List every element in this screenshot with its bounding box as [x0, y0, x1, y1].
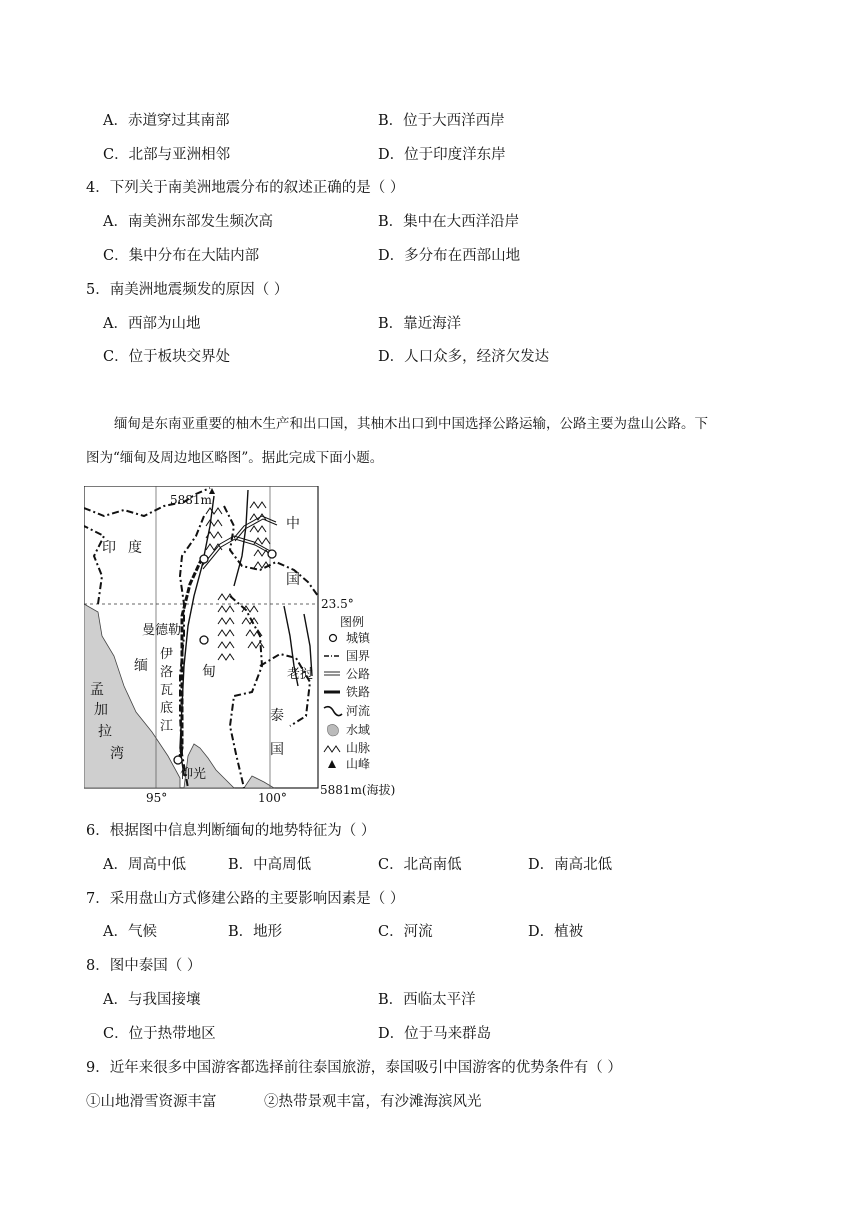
label-lon-100: 100° [258, 791, 287, 805]
legend-town: 城镇 [346, 631, 371, 645]
label-irrawaddy-4: 底 [160, 701, 174, 716]
label-irrawaddy-3: 瓦 [160, 683, 174, 698]
legend-peak: 山峰 [346, 757, 371, 771]
label-yangon: 仰光 [180, 767, 207, 782]
q5-option-d: D．人口众多，经济欠发达 [378, 349, 550, 365]
intro-line-2: 图为“缅甸及周边地区略图”。据此完成下面小题。 [86, 450, 384, 466]
q8-option-c: C．位于热带地区 [103, 1026, 216, 1042]
label-myanmar-1: 缅 [134, 658, 148, 674]
q3-option-c: C．北部与亚洲相邻 [103, 147, 231, 163]
q4-stem: 4．下列关于南美洲地震分布的叙述正确的是（ ） [86, 180, 405, 196]
q8-option-b: B．西临太平洋 [378, 992, 476, 1008]
label-irrawaddy-5: 江 [160, 719, 174, 734]
label-india-2: 度 [128, 540, 142, 556]
legend-river: 河流 [346, 704, 371, 718]
label-bay-2: 加 [94, 702, 108, 718]
q8-option-d: D．位于马来群岛 [378, 1026, 492, 1042]
label-china-2: 国 [286, 572, 300, 588]
legend-border: 国界 [346, 649, 371, 663]
q6-option-b: B．中高周低 [228, 857, 312, 873]
q4-option-b: B．集中在大西洋沿岸 [378, 214, 520, 230]
legend-water-icon [328, 724, 339, 736]
peak-top-label: 5881m [170, 493, 212, 507]
label-thailand-2: 国 [270, 742, 284, 758]
myanmar-region-map [84, 486, 404, 806]
q8-stem: 8．图中泰国（ ） [86, 958, 202, 974]
legend-mountain-icon [324, 746, 340, 752]
label-laos: 老挝 [287, 667, 314, 682]
label-bay-1: 孟 [90, 682, 104, 698]
label-myanmar-2: 甸 [202, 664, 216, 680]
q6-option-a: A．周高中低 [103, 857, 186, 873]
q4-option-d: D．多分布在西部山地 [378, 248, 521, 264]
q4-option-a: A．南美洲东部发生频次高 [103, 214, 273, 230]
q5-option-c: C．位于板块交界处 [103, 349, 231, 365]
q7-option-c: C．河流 [378, 924, 433, 940]
legend-peak-icon [328, 760, 336, 768]
intro-line-1: 缅甸是东南亚重要的柚木生产和出口国，其柚木出口到中国选择公路运输，公路主要为盘山公路。下 [114, 416, 708, 432]
legend-water: 水域 [346, 723, 371, 737]
legend-town-icon [330, 635, 337, 642]
legend-road: 公路 [346, 667, 371, 681]
label-china-1: 中 [286, 516, 300, 532]
q9-statement-2: ②热带景观丰富，有沙滩海滨风光 [264, 1094, 482, 1110]
yangon-town-icon [174, 756, 182, 764]
legend-railway: 铁路 [346, 685, 371, 699]
q5-stem: 5．南美洲地震频发的原因（ ） [86, 282, 289, 298]
q7-option-b: B．地形 [228, 924, 283, 940]
q7-option-d: D．植被 [528, 924, 584, 940]
intro-paragraph [86, 407, 786, 475]
q5-option-a: A．西部为山地 [103, 316, 201, 332]
legend-peak-note: 5881m(海拔) [320, 783, 396, 797]
q7-stem: 7．采用盘山方式修建公路的主要影响因素是（ ） [86, 891, 405, 907]
label-irrawaddy-2: 洛 [160, 665, 174, 680]
legend-mountain: 山脉 [346, 741, 371, 755]
q3-option-a: A．赤道穿过其南部 [103, 113, 230, 129]
label-thailand-1: 泰 [270, 708, 284, 724]
town-icon [268, 550, 276, 558]
q8-option-a: A．与我国接壤 [103, 992, 201, 1008]
q9-statement-1: ①山地滑雪资源丰富 [86, 1094, 217, 1110]
q3-option-d: D．位于印度洋东岸 [378, 147, 506, 163]
q3-option-b: B．位于大西洋西岸 [378, 113, 505, 129]
q4-option-c: C．集中分布在大陆内部 [103, 248, 260, 264]
q6-option-d: D．南高北低 [528, 857, 613, 873]
label-india-1: 印 [102, 540, 116, 556]
label-lon-95: 95° [146, 791, 168, 805]
q6-option-c: C．北高南低 [378, 857, 462, 873]
label-irrawaddy-1: 伊 [160, 647, 174, 662]
mandalay-town-icon [200, 636, 208, 644]
label-mandalay: 曼德勒 [142, 623, 182, 638]
legend-river-icon [324, 707, 342, 716]
q6-stem: 6．根据图中信息判断缅甸的地势特征为（ ） [86, 823, 376, 839]
town-icon [200, 555, 208, 563]
legend-title: 图例 [340, 615, 365, 629]
q7-option-a: A．气候 [103, 924, 157, 940]
label-latitude: 23.5° [321, 597, 354, 611]
label-bay-4: 湾 [110, 746, 124, 762]
q5-option-b: B．靠近海洋 [378, 316, 462, 332]
label-bay-3: 拉 [98, 724, 112, 740]
q9-stem: 9．近年来很多中国游客都选择前往泰国旅游，泰国吸引中国游客的优势条件有（ ） [86, 1060, 622, 1076]
map-legend [320, 614, 395, 797]
